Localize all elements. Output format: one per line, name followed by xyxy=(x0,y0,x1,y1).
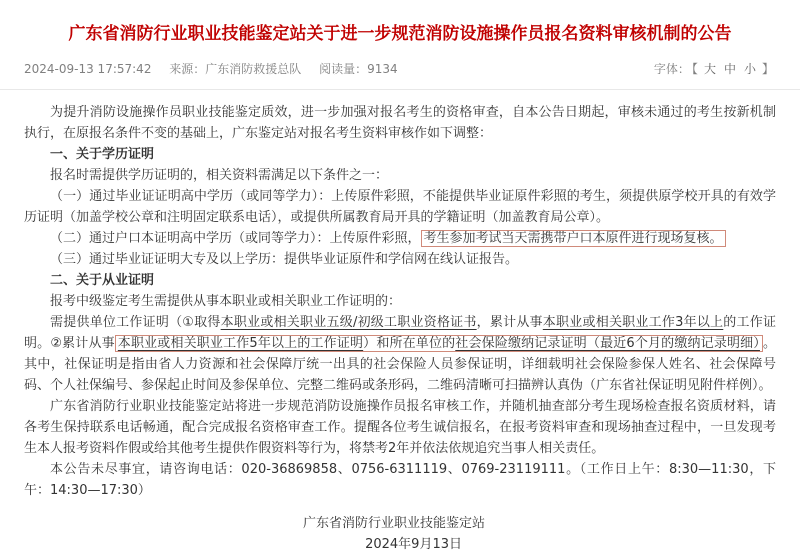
views-count: 阅读量：9134 xyxy=(319,62,398,76)
work-proof-underline-3years: 本职业或相关职业工作3年以上 xyxy=(542,315,724,330)
font-size-large-button[interactable]: 大 xyxy=(703,62,716,76)
publish-datetime: 2024-09-13 17:57:42 xyxy=(24,62,152,76)
intro-paragraph: 为提升消防设施操作员职业技能鉴定质效，进一步加强对报名考生的资格审查，自本公告日期起，审核未通过的考生按新机制执行，在原报名条件不变的基础上，广东鉴定站对报名考生资料审核作如下调整： xyxy=(24,105,776,141)
font-size-medium-button[interactable]: 中 xyxy=(723,62,736,76)
signature-date: 2024年9月13日 xyxy=(365,537,462,552)
bracket-close: 】 xyxy=(761,62,774,76)
contact-paragraph: 本公告未尽事宜，请咨询电话：020-36869858、0756-6311119、0769-23119111。（工作日上午：8:30—11:30，下午：14:30—17:30） xyxy=(24,462,776,498)
work-proof-segment: 。其中，社保证明是指由省人力资源和社会保障厅统一出具的社会保险人员参保证明，详细载明社会保险参保人姓名、社会保障号码、个人社保编号、参保起止时间及参保单位、完整二维码或条形码，二维码清晰可扫描辨认真伪（广东省社保证明见附件样例）。 xyxy=(24,336,776,393)
source-label: 来源：广东消防救援总队 xyxy=(169,62,302,76)
education-item3: （三）通过毕业证证明大专及以上学历：提供毕业证原件和学信网在线认证报告。 xyxy=(50,252,519,267)
education-item2-text: （二）通过户口本证明高中学历（或同等学力）：上传原件彩照， xyxy=(50,231,421,246)
education-item2 xyxy=(24,228,776,249)
work-proof-underline-social-insurance: 社会保险缴纳记录证明（最近6个月的缴纳记录明细） xyxy=(455,336,760,351)
work-proof-highlight-box xyxy=(115,335,763,352)
bracket-open: 【 xyxy=(691,62,698,76)
section1-intro: 报名时需提供学历证明的，相关资料需满足以下条件之一： xyxy=(50,168,389,183)
work-proof-segment: 的工作证明。②累计从事 xyxy=(24,315,776,351)
meta-info xyxy=(24,60,398,77)
section1-heading: 一、关于学历证明 xyxy=(50,147,155,162)
font-size-widget xyxy=(654,60,776,77)
section2-intro: 报考中级鉴定考生需提供从事本职业或相关职业工作证明的： xyxy=(50,294,402,309)
education-item1: （一）通过毕业证证明高中学历（或同等学力）：上传原件彩照，不能提供毕业证原件彩照的考生，须提供原学校开具的有效学历证明（加盖学校公章和注明固定联系电话），或提供所属教育局开具的学籍证明（加盖教育局公章）。 xyxy=(24,189,776,225)
meta-bar xyxy=(0,46,800,90)
signature-organization: 广东省消防行业职业技能鉴定站 xyxy=(302,516,485,531)
work-proof-underline-cert: 本职业或相关职业五级/初级工职业资格证书 xyxy=(220,315,477,330)
work-proof-box-middle: ）和所在单位的 xyxy=(363,336,456,351)
font-size-small-button[interactable]: 小 xyxy=(743,62,756,76)
signature-block xyxy=(0,513,800,555)
article-body xyxy=(0,90,800,501)
work-proof-paragraph xyxy=(24,312,776,396)
font-size-label: 字体： xyxy=(653,62,690,76)
work-proof-segment: ，累计从事 xyxy=(476,315,543,330)
section2-heading: 二、关于从业证明 xyxy=(50,273,155,288)
education-item2-highlight-box: 考生参加考试当天需携带户口本原件进行现场复核。 xyxy=(421,230,726,247)
work-proof-underline-5years: 本职业或相关职业工作5年以上的工作证明 xyxy=(117,336,364,351)
work-proof-segment: 需提供单位工作证明（①取得 xyxy=(50,315,221,330)
page-title: 广东省消防行业职业技能鉴定站关于进一步规范消防设施操作员报名资料审核机制的公告 xyxy=(68,24,732,44)
notice-paragraph: 广东省消防行业职业技能鉴定站将进一步规范消防设施操作员报名审核工作，并随机抽查部分考生现场检查报名资质材料，请各考生保持联系电话畅通，配合完成报名资格审查工作。提醒各位考生诚信报名，在报考资料审查和现场抽查过程中，一旦发现考生本人报考资料作假或给其他考生提供作假资料等行为，将禁考2年并依法依规追究当事人相关责任。 xyxy=(24,399,776,456)
